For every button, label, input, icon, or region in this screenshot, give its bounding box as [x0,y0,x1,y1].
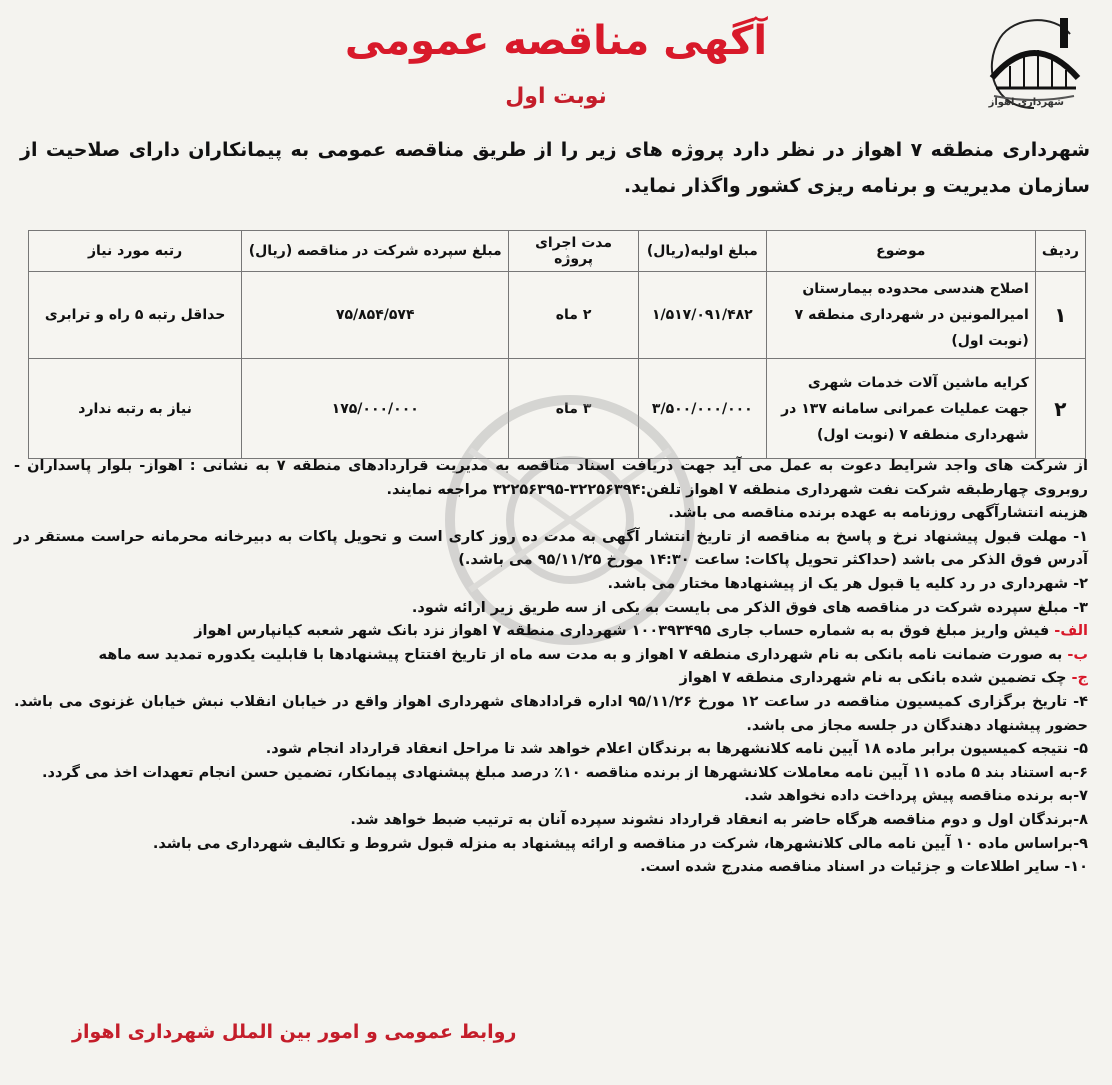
notice-title: آگهی مناقصه عمومی [344,18,768,64]
body-clause-1: ۱- مهلت قبول پیشنهاد نرخ و پاسخ به مناقصه از تاریخ انتشار آگهی به مدت ده روز کاری است و تحویل پاکات به دبیرخانه محرمانه حراست مستقر در آدرس فوق الذکر می باشد (حداکثر تحویل پاکات: ساعت ۱۴:۳۰ مورخ ۹۵/۱۱/۲۵ می باشد.) [14,528,1088,569]
intro-paragraph: شهرداری منطقه ۷ اهواز در نظر دارد پروژه های زیر را از طریق مناقصه عمومی به پیمانکاران دارای صلاحیت از سازمان مدیریت و برنامه ریزی کشور واگذار نماید. [20,139,1091,197]
body-clause-3: ۳- مبلغ سپرده شرکت در مناقصه های فوق الذکر می بایست به یکی از سه طریق زیر ارائه شود. [411,599,1088,616]
notice-body [14,455,1088,880]
option-a-text: فیش واریز مبلغ فوق به به شماره حساب جاری ۱۰۰۳۹۳۴۹۵ شهرداری منطقه ۷ اهواز نزد بانک شهر شعبه کیانپارس اهواز [194,623,1055,640]
row-duration: ۳ ماه [509,359,639,459]
body-clause-6: ۶-به استناد بند ۵ ماده ۱۱ آیین نامه معاملات کلانشهرها از برنده مناقصه ۱۰٪ درصد مبلغ پیشنهادی پیمانکار، تضمین حسن انجام تعهدات اخذ می گردد. [42,764,1088,781]
option-a-label: الف- [1054,623,1088,640]
col-header-rank: رتبه مورد نیاز [29,231,242,272]
body-clause-9: ۹-براساس ماده ۱۰ آیین نامه مالی کلانشهرها، شرکت در مناقصه و ارائه پیشنهاد به منزله قبول شروط و تکالیف شهرداری می باشد. [152,835,1088,852]
option-c-text: چک تضمین شده بانکی به نام شهرداری منطقه ۷ اهواز [679,670,1072,687]
body-option-b [14,644,1088,668]
col-header-initial-amount: مبلغ اولیه(ریال) [638,231,766,272]
row-duration: ۲ ماه [509,272,639,359]
body-paragraph-documents: از شرکت های واجد شرایط دعوت به عمل می آید جهت دریافت اسناد مناقصه به مدیریت قراردادهای منطقه ۷ به نشانی : اهواز- بلوار پاسداران - روبروی چهارطبقه شرکت نفت شهرداری منطقه ۷ اهواز تلفن:۳۲۲۵۶۳۹۴-۳۲۲۵۶۳۹۵ مراجعه نمایند. [14,458,1088,498]
option-b-text: به صورت ضمانت نامه بانکی به نام شهرداری منطقه ۷ اهواز و به مدت سه ماه از تاریخ افتتاح پیشنهادها با قابلیت یکدوره تمدید سه ماهه [98,646,1068,663]
row-deposit: ۱۷۵/۰۰۰/۰۰۰ [242,359,509,459]
notice-round: نوبت اول [505,84,607,109]
table-header-row [29,231,1086,272]
logo-caption: شهرداری اهواز [988,97,1064,108]
row-rank: نیاز به رتبه ندارد [29,359,242,459]
option-c-label: ج- [1071,670,1088,687]
public-relations-signature: روابط عمومی و امور بین الملل شهرداری اهواز [72,1021,517,1043]
row-initial-amount: ۱/۵۱۷/۰۹۱/۴۸۲ [638,272,766,359]
body-clause-7: ۷-به برنده مناقصه پیش پرداخت داده نخواهد شد. [744,788,1088,805]
row-deposit: ۷۵/۸۵۴/۵۷۴ [242,272,509,359]
body-paragraph-ad-cost: هزینه انتشارآگهی روزنامه به عهده برنده مناقصه می باشد. [668,505,1088,522]
body-clause-10: ۱۰- سایر اطلاعات و جزئیات در اسناد مناقصه مندرج شده است. [640,859,1088,876]
col-header-deposit: مبلغ سپرده شرکت در مناقصه (ریال) [242,231,509,272]
body-clause-4: ۴- تاریخ برگزاری کمیسیون مناقصه در ساعت ۱۲ مورخ ۹۵/۱۱/۲۶ اداره قرادادهای شهرداری اهواز واقع در خیابان انقلاب نبش خیابان غزنوی می باشد. حضور پیشنهاد دهندگان در جلسه مجاز می باشد. [14,693,1088,734]
row-number: ۲ [1035,359,1085,459]
row-subject: کرایه ماشین آلات خدمات شهری جهت عملیات عمرانی سامانه ۱۳۷ در شهرداری منطقه ۷ (نوبت اول) [766,359,1035,459]
row-rank: حداقل رتبه ۵ راه و ترابری [29,272,242,359]
col-header-duration: مدت اجرای پروژه [509,231,639,272]
body-clause-5: ۵- نتیجه کمیسیون برابر ماده ۱۸ آیین نامه کلانشهرها به برندگان اعلام خواهد شد تا مراحل انعقاد قرارداد انجام شود. [265,741,1088,758]
col-header-row-number: ردیف [1035,231,1085,272]
row-subject: اصلاح هندسی محدوده بیمارستان امیرالمونین در شهرداری منطقه ۷ (نوبت اول) [766,272,1035,359]
col-header-subject: موضوع [766,231,1035,272]
body-clause-8: ۸-برندگان اول و دوم مناقصه هرگاه حاضر به انعقاد قرارداد نشوند سپرده آنان به ترتیب ضبط خواهد شد. [350,811,1088,828]
body-clause-2: ۲- شهرداری در رد کلیه یا قبول هر یک از پیشنهادها مختار می باشد. [607,575,1088,592]
body-option-a [14,620,1088,644]
table-row [29,272,1086,359]
row-initial-amount: ۳/۵۰۰/۰۰۰/۰۰۰ [638,359,766,459]
body-option-c [14,667,1088,691]
row-number: ۱ [1035,272,1085,359]
option-b-label: ب- [1067,646,1088,663]
